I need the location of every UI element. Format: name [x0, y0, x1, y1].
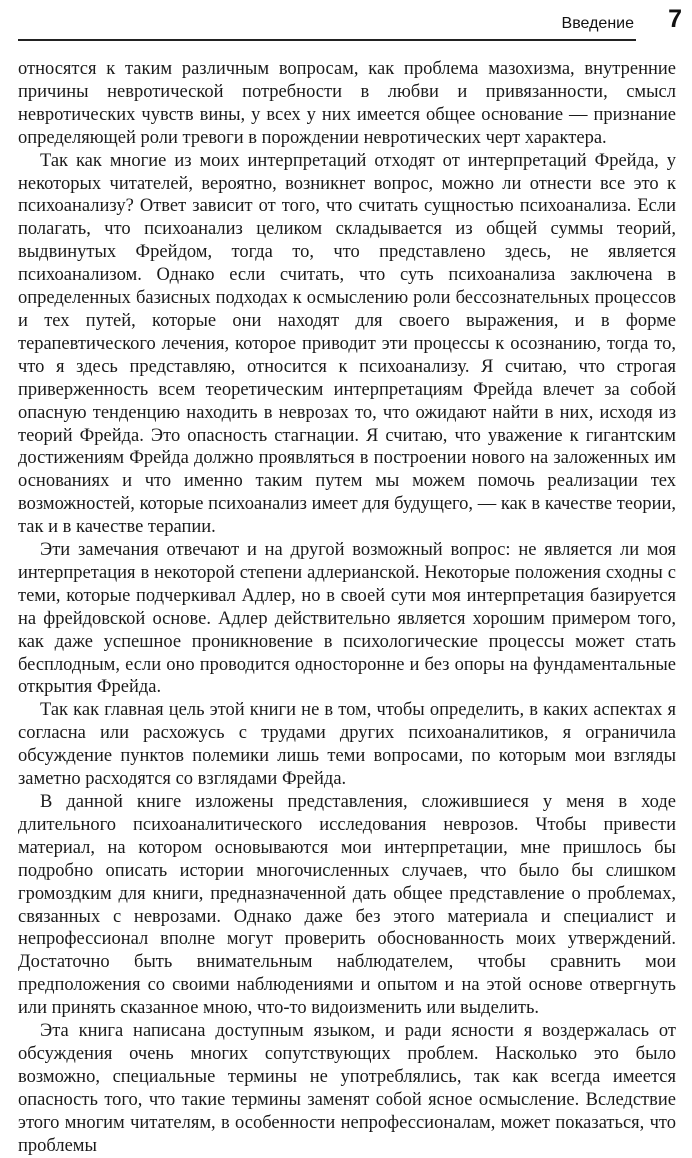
running-head [0, 0, 692, 40]
header-rule [18, 39, 636, 41]
paragraph: Эта книга написана доступным языком, и ради ясности я воздержалась от обсуждения очень многих сопутствующих проблем. Насколько это было возможно, специальные термины не употреблялись, так как всегда имеется опасность того, что такие термины заменят собой ясное осмысление. Вследствие этого многим читателям, в особенности непрофессионалам, может показаться, что проблемы [18, 1021, 676, 1156]
paragraph-continued: относятся к таким различным вопросам, как проблема мазохизма, внутренние причины невротической потребности в любви и привязанности, смысл невротических чувств вины, у всех у них имеется общее основание — признание определяющей роли тревоги в порождении невротических черт характера. [18, 59, 676, 148]
paragraph: Так как главная цель этой книги не в том, чтобы определить, в каких аспектах я согласна или расхожусь с трудами других психоаналитиков, я ограничила обсуждение пунктов полемики лишь теми вопросами, по которым мои взгляды заметно расходятся со взглядами Фрейда. [18, 700, 676, 790]
paragraph: В данной книге изложены представления, сложившиеся у меня в ходе длительного психоаналитического исследования неврозов. Чтобы привести материал, на котором основываются мои интерпретации, мне пришлось бы подробно описать истории многочисленных случаев, что было бы слишком громоздким для книги, предназначенной дать общее представление о проблемах, связанных с неврозами. Однако даже без этого материала и специалист и непрофессионал вполне могут проверить обоснованность моих утверждений. Достаточно быть внимательным наблюдателем, чтобы сравнить мои предположения со своими наблюдениями и опытом и на этой основе отвергнуть или принять сказанное мною, что-то видоизменить или выделить. [18, 792, 676, 1019]
page-number: 7 [668, 5, 682, 33]
paragraph: Эти замечания отвечают и на другой возможный вопрос: не является ли моя интерпретация в некоторой степени адлерианской. Некоторые положения сходны с теми, которые подчеркивал Адлер, но в своей сути моя интерпретация базируется на фрейдовской основе. Адлер действительно является хорошим примером того, как даже успешное проникновение в психологические процессы может стать бесплодным, если оно проводится односторонне и без опоры на фундаментальные открытия Фрейда. [18, 540, 676, 698]
running-head-title: Введение [561, 15, 634, 32]
paragraph: Так как многие из моих интерпретаций отходят от интерпретаций Фрейда, у некоторых читателей, вероятно, возникнет вопрос, можно ли отнести все это к психоанализу? Ответ зависит от того, что считать сущностью психоанализа. Если полагать, что психоанализ целиком складывается из общей суммы теорий, выдвинутых Фрейдом, тогда то, что представлено здесь, не является психоанализом. Однако если считать, что суть психоанализа заключена в определенных базисных подходах к осмыслению роли бессознательных процессов и тех путей, которые они находят для своего выражения, и в форме терапевтического лечения, которое приводит эти процессы к осознанию, тогда то, что я здесь представляю, относится к психоанализу. Я считаю, что строгая приверженность всем теоретическим интерпретациям Фрейда влечет за собой опасную тенденцию находить в неврозах то, что ожидают найти в них, исходя из теорий Фрейда. Это опасность стагнации. Я считаю, что уважение к гигантским достижениям Фрейда должно проявляться в построении нового на заложенных им основаниях и что именно таким путем мы можем помочь реализации тех возможностей, которые психоанализ имеет для будущего, — как в качестве теории, так и в качестве терапии. [18, 150, 676, 538]
body-text [18, 58, 676, 1158]
